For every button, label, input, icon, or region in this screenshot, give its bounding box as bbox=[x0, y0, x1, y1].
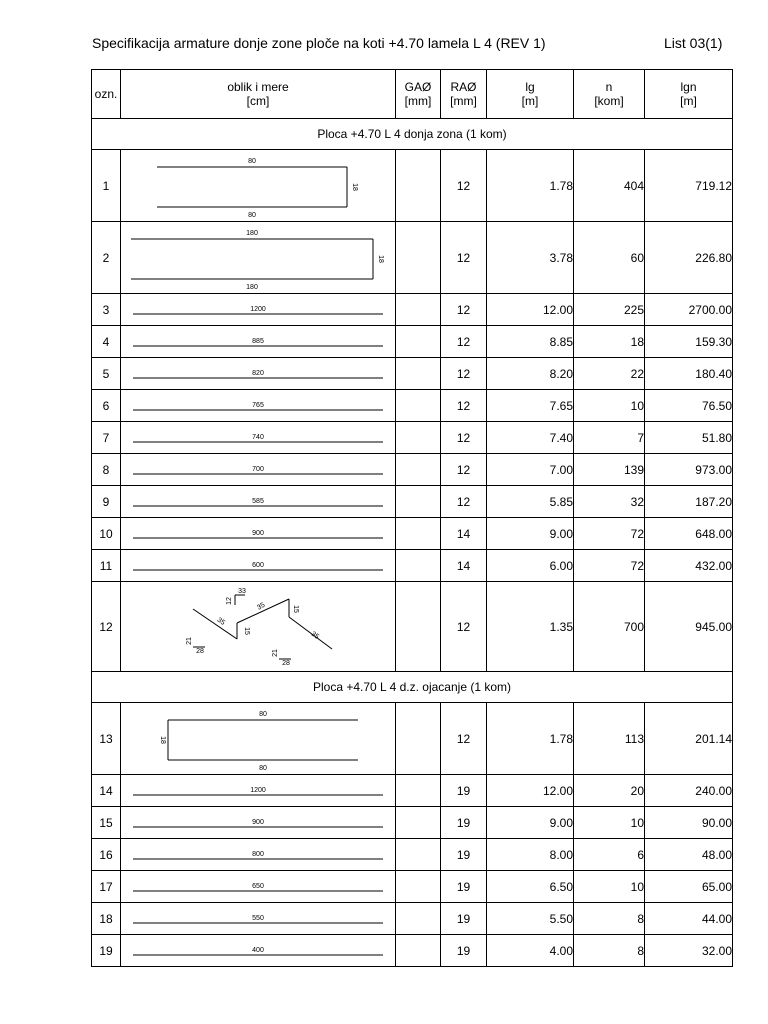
bar-shape-cell bbox=[121, 703, 396, 775]
bar-length: 12.00 bbox=[487, 775, 574, 807]
ga-diameter bbox=[396, 550, 441, 582]
ra-diameter: 12 bbox=[441, 150, 487, 222]
bar-mark: 1 bbox=[92, 150, 121, 222]
detail-length-label: 28 bbox=[196, 647, 204, 655]
bar-shape-drawing bbox=[121, 551, 395, 581]
ra-diameter: 12 bbox=[441, 422, 487, 454]
bar-count: 8 bbox=[574, 903, 645, 935]
bar-mark: 5 bbox=[92, 358, 121, 390]
total-length: 44.00 bbox=[645, 903, 733, 935]
col-header-lg: lg [m] bbox=[487, 70, 574, 119]
bar-shape-drawing bbox=[121, 487, 395, 517]
bar-length: 9.00 bbox=[487, 807, 574, 839]
col-header-ozn: ozn. bbox=[92, 70, 121, 119]
segment-length-label: 35 bbox=[215, 616, 227, 627]
bar-shape-cell bbox=[121, 807, 396, 839]
hook-length-label: 18 bbox=[377, 254, 384, 263]
bar-length: 4.00 bbox=[487, 935, 574, 967]
bar-mark: 2 bbox=[92, 222, 121, 294]
table-row bbox=[92, 775, 733, 807]
rebar-spec-table bbox=[91, 69, 733, 967]
bar-shape-cell bbox=[121, 326, 396, 358]
bar-length: 6.00 bbox=[487, 550, 574, 582]
bar-count: 700 bbox=[574, 582, 645, 672]
bar-length-label: 650 bbox=[252, 882, 264, 890]
bar-length: 1.78 bbox=[487, 703, 574, 775]
bar-length-label: 585 bbox=[252, 497, 264, 505]
bar-count: 225 bbox=[574, 294, 645, 326]
bar-shape-drawing bbox=[121, 151, 395, 221]
bar-shape-drawing bbox=[121, 223, 395, 293]
bar-right-diagonal bbox=[289, 617, 332, 649]
bar-shape-drawing bbox=[121, 295, 395, 325]
ga-diameter bbox=[396, 222, 441, 294]
total-length: 226.80 bbox=[645, 222, 733, 294]
table-row bbox=[92, 422, 733, 454]
total-length: 240.00 bbox=[645, 775, 733, 807]
bar-mark: 10 bbox=[92, 518, 121, 550]
bar-count: 139 bbox=[574, 454, 645, 486]
bar-shape-drawing bbox=[121, 327, 395, 357]
bar-length: 12.00 bbox=[487, 294, 574, 326]
bar-length-label: 900 bbox=[252, 529, 264, 537]
bar-count: 8 bbox=[574, 935, 645, 967]
bar-mark: 14 bbox=[92, 775, 121, 807]
ra-diameter: 19 bbox=[441, 807, 487, 839]
bar-mark: 6 bbox=[92, 390, 121, 422]
sheet-number: List 03(1) bbox=[664, 35, 723, 51]
bar-shape-cell bbox=[121, 222, 396, 294]
bar-shape-drawing bbox=[121, 455, 395, 485]
bar-mark: 17 bbox=[92, 871, 121, 903]
bar-mark: 12 bbox=[92, 582, 121, 672]
bar-mark: 15 bbox=[92, 807, 121, 839]
total-length: 180.40 bbox=[645, 358, 733, 390]
segment-height-label: 15 bbox=[292, 604, 299, 613]
bar-shape-cell bbox=[121, 839, 396, 871]
bar-shape-cell bbox=[121, 775, 396, 807]
bar-shape-drawing bbox=[121, 704, 395, 774]
bar-count: 20 bbox=[574, 775, 645, 807]
ga-diameter bbox=[396, 326, 441, 358]
bar-shape-cell bbox=[121, 294, 396, 326]
total-length: 32.00 bbox=[645, 935, 733, 967]
section-title: Ploca +4.70 L 4 donja zona (1 kom) bbox=[92, 119, 733, 150]
bar-length: 9.00 bbox=[487, 518, 574, 550]
bar-count: 22 bbox=[574, 358, 645, 390]
bar-count: 10 bbox=[574, 390, 645, 422]
detail-length-label: 28 bbox=[282, 659, 290, 667]
bar-shape-cell bbox=[121, 150, 396, 222]
bar-length: 6.50 bbox=[487, 871, 574, 903]
bar-length: 3.78 bbox=[487, 222, 574, 294]
bar-left-diagonal bbox=[193, 609, 237, 639]
bar-length-label: 765 bbox=[252, 401, 264, 409]
detail-height-label: 12 bbox=[226, 596, 233, 605]
bar-shape-drawing bbox=[121, 776, 395, 806]
table-row bbox=[92, 222, 733, 294]
total-length: 719.12 bbox=[645, 150, 733, 222]
bar-shape-cell bbox=[121, 390, 396, 422]
ra-diameter: 12 bbox=[441, 486, 487, 518]
detail-length-label: 33 bbox=[238, 587, 246, 595]
bar-length: 7.00 bbox=[487, 454, 574, 486]
bar-length-label: 600 bbox=[252, 561, 264, 569]
ga-diameter bbox=[396, 775, 441, 807]
bar-count: 7 bbox=[574, 422, 645, 454]
section-title: Ploca +4.70 L 4 d.z. ojacanje (1 kom) bbox=[92, 672, 733, 703]
bar-mark: 18 bbox=[92, 903, 121, 935]
table-row bbox=[92, 454, 733, 486]
section-row bbox=[92, 672, 733, 703]
bar-length-label: 1200 bbox=[250, 786, 266, 794]
page-title: Specifikacija armature donje zone ploče na koti +4.70 lamela L 4 (REV 1) bbox=[92, 35, 546, 51]
bar-mark: 8 bbox=[92, 454, 121, 486]
bar-shape-drawing bbox=[121, 391, 395, 421]
bar-shape-drawing bbox=[121, 872, 395, 902]
bar-count: 32 bbox=[574, 486, 645, 518]
bar-shape-drawing bbox=[121, 936, 395, 966]
ga-diameter bbox=[396, 454, 441, 486]
bar-mark: 13 bbox=[92, 703, 121, 775]
ra-diameter: 19 bbox=[441, 839, 487, 871]
ga-diameter bbox=[396, 703, 441, 775]
bar-count: 10 bbox=[574, 807, 645, 839]
bar-length-label: 400 bbox=[252, 946, 264, 954]
bar-shape-cell bbox=[121, 935, 396, 967]
ga-diameter bbox=[396, 582, 441, 672]
table-row bbox=[92, 935, 733, 967]
bar-mark: 19 bbox=[92, 935, 121, 967]
ra-diameter: 12 bbox=[441, 454, 487, 486]
table-row bbox=[92, 150, 733, 222]
bar-count: 113 bbox=[574, 703, 645, 775]
table-row bbox=[92, 871, 733, 903]
bar-shape-drawing bbox=[121, 583, 395, 671]
detail-height-label: 21 bbox=[186, 636, 193, 645]
ra-diameter: 19 bbox=[441, 871, 487, 903]
ra-diameter: 12 bbox=[441, 222, 487, 294]
bar-length: 1.78 bbox=[487, 150, 574, 222]
bar-count: 10 bbox=[574, 871, 645, 903]
bar-shape-cell bbox=[121, 422, 396, 454]
bar-mark: 4 bbox=[92, 326, 121, 358]
total-length: 973.00 bbox=[645, 454, 733, 486]
bar-length: 8.85 bbox=[487, 326, 574, 358]
hook-length-label: 18 bbox=[351, 182, 358, 191]
header-row bbox=[92, 70, 733, 119]
bar-length: 7.40 bbox=[487, 422, 574, 454]
table-row bbox=[92, 518, 733, 550]
bar-shape-cell bbox=[121, 871, 396, 903]
bar-length-label: 900 bbox=[252, 818, 264, 826]
bottom-length-label: 180 bbox=[246, 283, 258, 291]
bar-shape-cell bbox=[121, 550, 396, 582]
hook-length-label: 18 bbox=[159, 735, 166, 744]
segment-length-label: 35 bbox=[309, 630, 321, 641]
table-row bbox=[92, 326, 733, 358]
ga-diameter bbox=[396, 935, 441, 967]
bar-count: 72 bbox=[574, 550, 645, 582]
ra-diameter: 14 bbox=[441, 550, 487, 582]
col-header-shape: oblik i mere [cm] bbox=[121, 70, 396, 119]
bar-shape-drawing bbox=[121, 423, 395, 453]
ra-diameter: 12 bbox=[441, 390, 487, 422]
bar-count: 6 bbox=[574, 839, 645, 871]
ga-diameter bbox=[396, 518, 441, 550]
bar-length-label: 700 bbox=[252, 465, 264, 473]
ra-diameter: 12 bbox=[441, 326, 487, 358]
table-row bbox=[92, 807, 733, 839]
top-length-label: 80 bbox=[248, 157, 256, 165]
segment-height-label: 15 bbox=[243, 626, 250, 635]
total-length: 432.00 bbox=[645, 550, 733, 582]
bar-length: 8.00 bbox=[487, 839, 574, 871]
table-row bbox=[92, 839, 733, 871]
table-row bbox=[92, 903, 733, 935]
top-length-label: 180 bbox=[246, 229, 258, 237]
total-length: 48.00 bbox=[645, 839, 733, 871]
bar-shape-cell bbox=[121, 903, 396, 935]
bar-length-label: 820 bbox=[252, 369, 264, 377]
detail-height-label: 21 bbox=[272, 648, 279, 657]
ra-diameter: 12 bbox=[441, 703, 487, 775]
total-length: 90.00 bbox=[645, 807, 733, 839]
ga-diameter bbox=[396, 390, 441, 422]
bar-count: 18 bbox=[574, 326, 645, 358]
bar-shape-cell bbox=[121, 358, 396, 390]
bar-mark: 16 bbox=[92, 839, 121, 871]
ga-diameter bbox=[396, 486, 441, 518]
total-length: 201.14 bbox=[645, 703, 733, 775]
ra-diameter: 12 bbox=[441, 294, 487, 326]
section-row bbox=[92, 119, 733, 150]
bar-count: 72 bbox=[574, 518, 645, 550]
ga-diameter bbox=[396, 903, 441, 935]
ra-diameter: 12 bbox=[441, 582, 487, 672]
table-row bbox=[92, 486, 733, 518]
ra-diameter: 19 bbox=[441, 935, 487, 967]
bottom-length-label: 80 bbox=[248, 211, 256, 219]
bar-shape-cell bbox=[121, 486, 396, 518]
col-header-lgn: lgn [m] bbox=[645, 70, 733, 119]
bar-shape-drawing bbox=[121, 840, 395, 870]
total-length: 187.20 bbox=[645, 486, 733, 518]
bar-length-label: 800 bbox=[252, 850, 264, 858]
bar-length: 8.20 bbox=[487, 358, 574, 390]
table-row bbox=[92, 390, 733, 422]
total-length: 51.80 bbox=[645, 422, 733, 454]
bar-count: 404 bbox=[574, 150, 645, 222]
bar-mark: 9 bbox=[92, 486, 121, 518]
ra-diameter: 19 bbox=[441, 775, 487, 807]
table-row bbox=[92, 294, 733, 326]
ga-diameter bbox=[396, 422, 441, 454]
ra-diameter: 12 bbox=[441, 358, 487, 390]
table-row bbox=[92, 550, 733, 582]
total-length: 2700.00 bbox=[645, 294, 733, 326]
ga-diameter bbox=[396, 839, 441, 871]
bottom-length-label: 80 bbox=[259, 764, 267, 772]
bar-mark: 7 bbox=[92, 422, 121, 454]
ra-diameter: 19 bbox=[441, 903, 487, 935]
bar-shape-drawing bbox=[121, 904, 395, 934]
total-length: 159.30 bbox=[645, 326, 733, 358]
bar-length-label: 550 bbox=[252, 914, 264, 922]
ga-diameter bbox=[396, 294, 441, 326]
bar-shape-cell bbox=[121, 582, 396, 672]
ga-diameter bbox=[396, 807, 441, 839]
bar-count: 60 bbox=[574, 222, 645, 294]
table-row bbox=[92, 358, 733, 390]
segment-length-label: 35 bbox=[256, 601, 267, 612]
bar-mark: 3 bbox=[92, 294, 121, 326]
col-header-ra: RAØ [mm] bbox=[441, 70, 487, 119]
bar-length: 1.35 bbox=[487, 582, 574, 672]
total-length: 76.50 bbox=[645, 390, 733, 422]
bar-length: 7.65 bbox=[487, 390, 574, 422]
ga-diameter bbox=[396, 358, 441, 390]
total-length: 945.00 bbox=[645, 582, 733, 672]
bar-length: 5.50 bbox=[487, 903, 574, 935]
ga-diameter bbox=[396, 871, 441, 903]
bar-length-label: 1200 bbox=[250, 305, 266, 313]
bar-shape-drawing bbox=[121, 519, 395, 549]
top-length-label: 80 bbox=[259, 710, 267, 718]
bar-shape-drawing bbox=[121, 808, 395, 838]
col-header-ga: GAØ [mm] bbox=[396, 70, 441, 119]
bar-shape-drawing bbox=[121, 359, 395, 389]
bar-length-label: 740 bbox=[252, 433, 264, 441]
bar-mark: 11 bbox=[92, 550, 121, 582]
table-row bbox=[92, 703, 733, 775]
bar-shape-cell bbox=[121, 454, 396, 486]
total-length: 65.00 bbox=[645, 871, 733, 903]
table-row bbox=[92, 582, 733, 672]
ra-diameter: 14 bbox=[441, 518, 487, 550]
bar-length-label: 885 bbox=[252, 337, 264, 345]
ga-diameter bbox=[396, 150, 441, 222]
bar-length: 5.85 bbox=[487, 486, 574, 518]
total-length: 648.00 bbox=[645, 518, 733, 550]
col-header-n: n [kom] bbox=[574, 70, 645, 119]
bar-shape-cell bbox=[121, 518, 396, 550]
